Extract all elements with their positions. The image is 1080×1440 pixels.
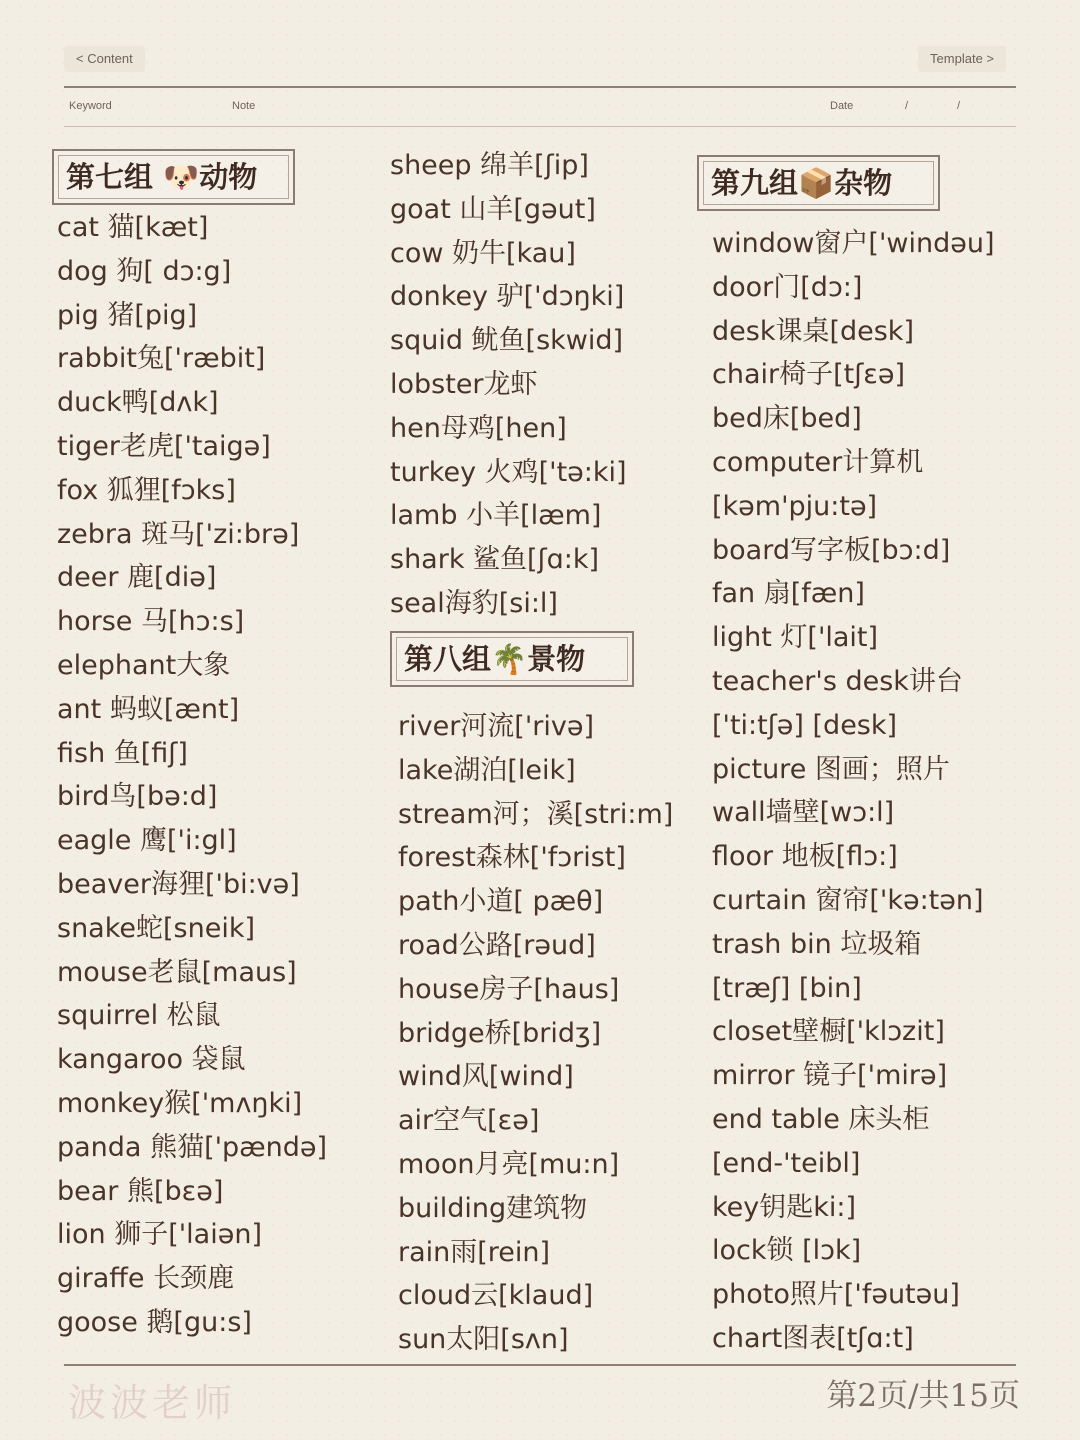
vocab-entry: light 灯['lait] [712,622,879,654]
header-top-rule [64,86,1016,88]
vocab-entry: trash bin 垃圾箱 [712,928,922,960]
vocab-entry: door门[dɔ:] [712,271,863,303]
group-7-word-list [57,206,327,1345]
vocab-entry: pig 猪[pig] [57,299,198,331]
back-to-content-button[interactable]: < Content [64,46,145,72]
vocab-entry: bear 熊[bεə] [57,1175,224,1207]
author-signature: 波波老师 [68,1381,237,1425]
vocab-entry: chart图表[tʃɑ:t] [712,1322,914,1354]
group-8-word-list [398,705,673,1362]
group-7-word-list-continued [390,144,627,626]
vocab-entry: forest森林['fɔrist] [398,842,626,874]
template-button[interactable]: Template > [918,46,1006,72]
vocab-entry: turkey 火鸡['tə:ki] [390,456,627,488]
vocab-entry: wind风[wind] [398,1061,574,1093]
page-number: 第2页/共15页 [826,1378,1020,1414]
group-7-title: 第七组 🐶动物 [66,160,258,194]
vocab-entry: floor 地板[flɔ:] [712,841,898,873]
vocab-entry: bed床[bed] [712,403,862,435]
vocab-entry: goat 山羊[gəut] [390,193,596,225]
vocab-entry: moon月亮[mu:n] [398,1148,620,1180]
vocab-entry: hen母鸡[hen] [390,412,567,444]
vocab-entry: chair椅子[tʃεə] [712,359,906,391]
vocab-entry: road公路[rəud] [398,929,596,961]
vocab-entry: computer计算机 [712,446,924,478]
vocab-entry: horse 马[hɔ:s] [57,606,245,638]
vocab-entry: photo照片['fəutəu] [712,1279,960,1311]
vocab-entry: shark 鲨鱼[ʃɑ:k] [390,544,600,576]
vocab-entry: donkey 驴['dɔŋki] [390,281,625,313]
vocab-entry: bridge桥[bridʒ] [398,1017,602,1049]
vocab-entry: fish 鱼[fiʃ] [57,737,188,769]
vocab-entry: kangaroo 袋鼠 [57,1044,246,1076]
vocab-entry: lock锁 [lɔk] [712,1235,862,1267]
vocab-entry: building建筑物 [398,1192,588,1224]
date-separator: / [905,100,909,112]
vocab-entry: zebra 斑马['zi:brə] [57,518,300,550]
vocab-entry: monkey猴['mʌŋki] [57,1087,303,1119]
keyword-label: Keyword [69,100,112,112]
vocab-entry: duck鸭[dʌk] [57,387,219,419]
vocab-entry: [end-'teibl] [712,1147,861,1179]
vocab-entry: sheep 绵羊[ʃip] [390,150,589,181]
vocab-entry: lamb 小羊[læm] [390,500,602,532]
vocab-entry: beaver海狸['bi:və] [57,868,300,900]
vocab-entry: cow 奶牛[kau] [390,237,576,269]
vocab-entry: path小道[ pæθ] [398,886,604,918]
vocab-entry: desk课桌[desk] [712,315,914,347]
group-7-heading [52,149,295,205]
vocab-entry: goose 鹅[gu:s] [57,1306,252,1338]
vocab-entry: bird鸟[bə:d] [57,781,218,813]
vocab-entry: cat 猫[kæt] [57,212,209,243]
date-separator: / [957,100,961,112]
vocab-entry: dog 狗[ dɔ:g] [57,255,232,287]
group-8-heading [390,631,634,687]
vocab-entry: rain雨[rein] [398,1236,551,1268]
vocab-entry: board写字板[bɔ:d] [712,534,951,566]
vocab-entry: lion 狮子['laiən] [57,1219,262,1251]
vocab-entry: tiger老虎['taigə] [57,430,271,462]
vocab-entry: air空气[εə] [398,1105,540,1137]
vocab-entry: stream河；溪[stri:m] [398,798,674,830]
vocab-entry: lake湖泊[leik] [398,754,576,786]
vocab-entry: cloud云[klaud] [398,1280,594,1312]
footer-rule [64,1364,1016,1366]
date-label: Date [830,100,854,112]
vocab-entry: seal海豹[si:l] [390,587,558,619]
vocab-entry: squirrel 松鼠 [57,1000,221,1032]
vocab-entry: panda 熊猫['pændə] [57,1131,328,1163]
header-divider [64,126,1016,127]
vocab-entry: mouse老鼠[maus] [57,956,297,988]
vocab-entry: mirror 镜子['mirə] [712,1060,948,1092]
vocab-entry: rabbit兔['ræbit] [57,343,266,375]
vocab-entry: squid 鱿鱼[skwid] [390,325,624,357]
group-9-word-list [712,222,995,1361]
vocab-entry: ['ti:tʃə] [desk] [712,709,898,741]
vocab-entry: sun太阳[sʌn] [398,1324,569,1356]
vocab-entry: lobster龙虾 [390,368,538,400]
vocab-entry: house房子[haus] [398,973,620,1005]
vocab-entry: snake蛇[sneik] [57,912,256,944]
group-9-title: 第九组📦杂物 [711,166,893,200]
vocab-entry: window窗户['windəu] [712,228,995,259]
vocab-entry: picture 图画；照片 [712,753,950,785]
vocab-entry: eagle 鹰['i:gl] [57,825,237,857]
vocab-entry: key钥匙ki:] [712,1191,857,1223]
vocab-entry: end table 床头柜 [712,1103,930,1135]
vocab-entry: teacher's desk讲台 [712,665,963,697]
group-9-heading [697,155,940,211]
vocab-entry: closet壁橱['klɔzit] [712,1016,945,1048]
vocab-entry: [træʃ] [bin] [712,972,862,1004]
note-label: Note [232,100,256,112]
vocab-entry: fan 扇[fæn] [712,578,865,610]
vocab-entry: elephant大象 [57,649,231,681]
vocab-entry: ant 蚂蚁[ænt] [57,693,240,725]
vocab-entry: deer 鹿[diə] [57,562,217,594]
vocab-entry: fox 狐狸[fɔks] [57,474,236,506]
vocab-entry: giraffe 长颈鹿 [57,1263,235,1295]
vocab-entry: wall墙壁[wɔ:l] [712,797,895,829]
vocab-entry: curtain 窗帘['kə:tən] [712,884,984,916]
vocab-entry: [kəm'pju:tə] [712,490,878,522]
vocab-entry: river河流['rivə] [398,711,594,742]
group-8-title: 第八组🌴景物 [404,642,586,676]
